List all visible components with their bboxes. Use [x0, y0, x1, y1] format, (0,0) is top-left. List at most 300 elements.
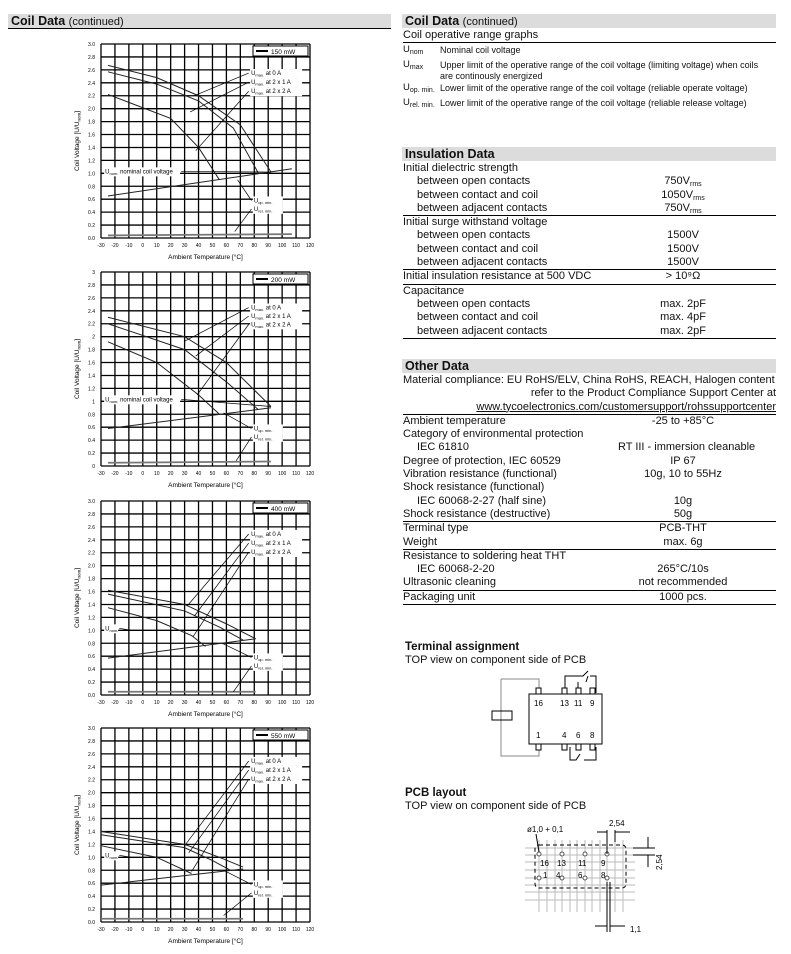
row-value: [618, 311, 748, 324]
label-symbol: U: [251, 71, 256, 78]
value-text: max. 2pF: [660, 324, 706, 337]
x-tick-label: 110: [292, 700, 301, 706]
x-tick-label: 10: [153, 700, 160, 706]
table-row: [403, 468, 776, 481]
row-value: [618, 216, 748, 229]
row-label: Ultrasonic cleaning: [403, 576, 496, 589]
x-tick-label: 50: [209, 700, 216, 706]
x-tick-label: 60: [223, 927, 230, 933]
y-tick-label: 2.8: [88, 282, 95, 289]
label-subscript: op. min.: [258, 199, 273, 205]
row-value: [618, 243, 748, 256]
offset-dimension: 1,1: [630, 925, 642, 934]
label-symbol: U: [253, 434, 259, 441]
x-tick-label: 90: [265, 471, 271, 477]
series-line-3: [108, 94, 219, 179]
table-row: [403, 229, 776, 242]
pin-label: 4: [562, 731, 567, 740]
pitch-dimension-vertical: 2,54: [655, 854, 664, 870]
value-text: 1050V: [661, 188, 694, 201]
symbol-base: U: [403, 82, 410, 93]
x-tick-label: 110: [292, 471, 301, 477]
y-tick-label: 0.6: [88, 197, 95, 204]
series-line-5: [108, 234, 292, 235]
x-tick-label: 60: [223, 700, 230, 706]
table-row: [403, 285, 776, 298]
series-label: [254, 655, 273, 662]
y-tick-label: 2.4: [88, 537, 95, 544]
pin-label: 6: [578, 871, 583, 880]
y-tick-label: 1.6: [88, 360, 95, 367]
x-tick-label: 20: [167, 471, 174, 477]
y-tick-label: 0.0: [88, 236, 95, 242]
row-label: Shock resistance (functional): [403, 481, 545, 494]
label-symbol: U: [253, 198, 259, 205]
table-row: [403, 508, 776, 521]
symbol-subscript: op. min.: [409, 87, 435, 94]
y-tick-label: 0.0: [88, 920, 95, 926]
annotation-leader: [187, 534, 248, 606]
x-tick-label: -20: [111, 243, 119, 249]
x-tick-label: -10: [125, 243, 133, 249]
label-subscript: max.: [255, 778, 265, 784]
nominal-voltage-label: [105, 626, 118, 633]
x-tick-label: 0: [141, 243, 145, 249]
table-row: [403, 243, 776, 256]
x-tick-label: 10: [153, 471, 160, 477]
y-axis-title-text: Coil Voltage [U/U: [74, 121, 81, 172]
y-tick-label: 3: [92, 270, 95, 276]
label-subscript: max.: [255, 760, 265, 766]
row-value: [618, 591, 748, 604]
x-tick-label: 120: [305, 471, 315, 477]
y-tick-label: 2.2: [88, 321, 95, 328]
section-title-suffix: (continued): [462, 16, 518, 28]
label-symbol: U: [251, 322, 256, 329]
x-tick-label: 0: [141, 471, 145, 477]
x-axis-title: Ambient Temperature [°C]: [168, 938, 243, 945]
row-label: between contact and coil: [417, 188, 539, 201]
value-unit: rms: [690, 207, 702, 215]
y-axis-title-end: ]: [74, 567, 81, 570]
y-tick-label: 0.8: [88, 641, 95, 648]
row-label: between contact and coil: [417, 311, 539, 324]
label-subscript: max.: [255, 307, 265, 313]
x-axis-title: Ambient Temperature [°C]: [168, 482, 243, 489]
table-row: [403, 256, 776, 269]
section-title: Insulation Data: [405, 147, 495, 161]
label-symbol: U: [253, 426, 259, 433]
x-tick-label: 120: [305, 243, 315, 249]
x-tick-label: 120: [305, 927, 315, 933]
label-symbol: U: [251, 80, 256, 87]
value-text: 10g, 10 to 55Hz: [644, 468, 722, 481]
row-label: IEC 60068-2-20: [417, 563, 495, 576]
table-group: [403, 591, 776, 605]
x-tick-label: 20: [167, 927, 174, 933]
annotation-leader: [224, 413, 252, 429]
table-row: [403, 298, 776, 311]
definition-row: [403, 98, 776, 111]
value-unit: rms: [690, 181, 702, 189]
table-row: [403, 522, 776, 535]
label-text: at 2 x 1 A: [264, 313, 291, 320]
row-value: [618, 285, 748, 298]
pin-label: 4: [556, 871, 561, 880]
terminal-assignment-title-block: [405, 641, 586, 666]
x-tick-label: -30: [97, 243, 105, 249]
y-tick-label: 2.8: [88, 738, 95, 745]
label-subscript: rel. min.: [258, 665, 273, 671]
label-subscript: op. min.: [258, 656, 273, 662]
y-axis-title-text: Coil Voltage [U/U: [74, 805, 81, 856]
x-tick-label: -30: [97, 927, 105, 933]
x-tick-label: 110: [292, 243, 301, 249]
nominal-voltage-label: [105, 397, 173, 404]
row-value: [618, 495, 748, 508]
x-tick-label: 50: [209, 927, 216, 933]
table-group: [403, 162, 776, 216]
y-tick-label: 0.2: [88, 223, 95, 230]
legend-label: 400 mW: [271, 506, 296, 513]
label-subscript: nom.: [109, 627, 119, 633]
table-row: [403, 270, 776, 283]
y-axis-title-text: Coil Voltage [U/U: [74, 578, 81, 629]
y-tick-label: 0.2: [88, 680, 95, 687]
label-text: at 2 x 1 A: [264, 767, 291, 774]
legend-label: 550 mW: [271, 733, 296, 740]
series-label: [251, 306, 281, 313]
label-symbol: U: [253, 655, 259, 662]
value-text: -25 to +85°C: [651, 414, 715, 427]
label-text: at 2 x 2 A: [264, 777, 291, 784]
row-label: Weight: [403, 535, 438, 548]
table-group: [403, 285, 776, 339]
insulation-header: [402, 147, 776, 161]
table-row: [403, 591, 776, 604]
section-title-suffix: (continued): [68, 16, 124, 28]
series-label: [251, 314, 291, 321]
terminal-assignment-subtitle: TOP view on component side of PCB: [405, 653, 587, 666]
label-symbol: U: [253, 890, 259, 897]
table-row: [403, 311, 776, 324]
x-tick-label: 0: [141, 927, 145, 933]
label-text: nominal coil voltage: [118, 169, 173, 176]
legend-label: 150 mW: [271, 49, 296, 56]
pin-label: 16: [534, 699, 543, 708]
pin-label: 16: [540, 859, 549, 868]
y-axis-title-end: ]: [74, 338, 81, 341]
label-text: at 0 A: [264, 531, 282, 538]
x-tick-label: 90: [265, 927, 271, 933]
series-label: [251, 532, 281, 539]
definition-text: Upper limit of the operative range of the coil voltage (limiting voltage) when coils are continously energized: [440, 60, 759, 81]
pin-label: 13: [557, 859, 566, 868]
table-row: [403, 189, 776, 202]
label-symbol: U: [105, 169, 110, 176]
annotation-leader: [238, 180, 252, 201]
symbol-base: U: [403, 44, 410, 55]
label-symbol: U: [251, 777, 256, 784]
coil-range-chart-200mw: [55, 264, 320, 496]
y-axis-title-sub: nom: [76, 340, 82, 350]
symbol-subscript: max: [409, 64, 424, 71]
x-tick-label: 20: [167, 700, 174, 706]
row-value: [618, 441, 756, 454]
x-tick-label: 110: [292, 927, 301, 933]
row-value: [618, 468, 748, 481]
label-subscript: op. min.: [258, 883, 273, 889]
label-text: at 0 A: [264, 305, 282, 312]
coil-range-chart-550mw: [55, 720, 320, 952]
series-label: [251, 71, 281, 78]
y-tick-label: 2.8: [88, 511, 95, 518]
pin-label: 8: [590, 731, 595, 740]
x-tick-label: -10: [125, 700, 133, 706]
y-tick-label: 2.2: [88, 550, 95, 557]
y-tick-label: 0.2: [88, 451, 95, 458]
table-row: [403, 325, 776, 338]
y-tick-label: 1.2: [88, 615, 95, 622]
x-tick-label: -10: [125, 927, 133, 933]
label-text: at 2 x 1 A: [264, 80, 291, 87]
table-row: [403, 175, 776, 188]
series-label: [251, 89, 291, 96]
y-tick-label: 2: [92, 334, 95, 341]
label-symbol: U: [251, 531, 256, 538]
label-symbol: U: [105, 397, 110, 404]
value-text: IP 67: [670, 454, 696, 467]
table-row: [403, 415, 776, 428]
value-text: max. 6g: [663, 535, 703, 548]
symbol-base: U: [403, 97, 410, 108]
symbol: [403, 60, 440, 81]
symbol: [403, 45, 440, 58]
label-subscript: nom.: [109, 854, 119, 860]
row-value: [618, 270, 748, 283]
series-label: [251, 768, 291, 775]
label-symbol: U: [253, 882, 259, 889]
label-symbol: U: [105, 626, 110, 633]
section-title: Coil Data: [405, 14, 460, 28]
y-tick-label: 0.8: [88, 412, 95, 419]
x-tick-label: 70: [237, 700, 244, 706]
label-symbol: U: [253, 663, 259, 670]
annotation-leader: [224, 870, 252, 884]
label-subscript: max.: [255, 769, 265, 775]
row-label: between adjacent contacts: [417, 256, 548, 269]
row-label: Category of environmental protection: [403, 428, 584, 441]
pitch-dimension-horizontal: 2,54: [609, 819, 625, 828]
section-title: Other Data: [405, 359, 469, 373]
left-section-header: [8, 14, 391, 29]
x-axis-title: Ambient Temperature [°C]: [168, 254, 243, 261]
y-tick-label: 0.4: [88, 894, 95, 901]
y-tick-label: 2.6: [88, 295, 95, 302]
pin-label: 8: [601, 871, 606, 880]
label-text: at 0 A: [264, 71, 282, 78]
value-text: 265°C/10s: [657, 563, 709, 576]
y-tick-label: 0.6: [88, 881, 95, 888]
x-tick-label: -20: [111, 471, 119, 477]
y-tick-label: 2.6: [88, 67, 95, 74]
x-tick-label: 60: [223, 471, 230, 477]
table-row: [403, 441, 776, 454]
x-tick-label: 30: [181, 471, 188, 477]
x-tick-label: 10: [153, 927, 160, 933]
row-label: between open contacts: [417, 175, 531, 188]
label-symbol: U: [251, 313, 256, 320]
y-tick-label: 1.6: [88, 589, 95, 596]
compliance-link[interactable]: www.tycoelectronics.com/customersupport/rohssupportcenter: [476, 400, 776, 413]
pin-label: 9: [601, 859, 606, 868]
label-symbol: U: [251, 305, 256, 312]
nominal-voltage-label: [105, 169, 173, 176]
label-subscript: rel. min.: [258, 436, 273, 442]
label-text: at 0 A: [264, 758, 282, 765]
right-section-header: [402, 14, 776, 28]
value-text: 750V: [664, 201, 691, 214]
value-text: not recommended: [638, 576, 728, 589]
table-group: [403, 522, 776, 550]
compliance-text: Material compliance: EU RoHS/ELV, China RoHS, REACH, Halogen content: [403, 374, 775, 386]
y-tick-label: 1.8: [88, 803, 95, 810]
label-text: nominal coil voltage: [118, 397, 173, 404]
x-tick-label: 100: [277, 243, 287, 249]
y-axis-title: [74, 795, 82, 855]
pcb-layout-subtitle: TOP view on component side of PCB: [405, 799, 587, 812]
subsection-title: Coil operative range graphs: [403, 29, 776, 43]
row-value: [618, 202, 748, 215]
definition-row: [403, 45, 776, 58]
y-tick-label: 2.0: [88, 106, 95, 113]
y-tick-label: 2.4: [88, 308, 95, 315]
y-tick-label: 0.0: [88, 693, 95, 699]
hole-dimension: ø1,0 + 0,1: [527, 825, 564, 834]
y-tick-label: 1.4: [88, 602, 95, 609]
x-tick-label: 60: [223, 243, 230, 249]
y-tick-label: 1.2: [88, 386, 95, 393]
x-tick-label: 50: [209, 243, 216, 249]
row-value: [618, 415, 748, 428]
x-tick-label: 100: [277, 700, 287, 706]
row-label: Initial insulation resistance at 500 VDC: [403, 270, 592, 283]
x-tick-label: 80: [251, 700, 258, 706]
x-tick-label: 90: [265, 243, 271, 249]
row-label: Packaging unit: [403, 590, 476, 603]
y-tick-label: 2.6: [88, 751, 95, 758]
x-tick-label: 70: [237, 927, 244, 933]
y-tick-label: 0.6: [88, 654, 95, 661]
x-tick-label: -20: [111, 927, 119, 933]
label-subscript: max.: [255, 90, 265, 96]
pcb-layout-diagram: [515, 812, 675, 937]
pin-label: 13: [560, 699, 569, 708]
label-symbol: U: [253, 206, 259, 213]
definition-row: [403, 60, 776, 81]
row-label: between contact and coil: [417, 242, 539, 255]
x-tick-label: 80: [251, 927, 258, 933]
label-subscript: rel. min.: [258, 892, 273, 898]
label-subscript: op. min.: [258, 427, 273, 433]
row-value: [618, 162, 748, 175]
table-row: [403, 481, 776, 494]
table-group: [403, 550, 776, 591]
x-tick-label: 90: [265, 700, 271, 706]
row-value: [618, 536, 748, 549]
series-label: [251, 541, 291, 548]
series-label: [251, 322, 291, 329]
row-value: [618, 455, 748, 468]
series-label: [254, 435, 273, 442]
label-text: at 2 x 2 A: [264, 322, 291, 329]
series-label: [251, 777, 291, 784]
label-symbol: U: [105, 853, 110, 860]
y-tick-label: 3.0: [88, 499, 95, 505]
series-label: [251, 550, 291, 557]
table-row: [403, 428, 776, 441]
table-row: [403, 495, 776, 508]
series-label: [254, 198, 273, 205]
series-label: [254, 891, 273, 898]
row-label: IEC 60068-2-27 (half sine): [417, 494, 547, 507]
other-data-table: [403, 374, 776, 605]
y-tick-label: 0.8: [88, 184, 95, 191]
coil-range-chart-400mw: [55, 493, 320, 725]
row-label: Ambient temperature: [403, 414, 506, 427]
y-tick-label: 0.2: [88, 907, 95, 914]
row-value: [618, 550, 748, 563]
series-line-5: [108, 461, 271, 462]
y-tick-label: 0.4: [88, 438, 95, 445]
row-value: [618, 229, 748, 242]
x-tick-label: 50: [209, 471, 216, 477]
insulation-table: [403, 162, 776, 339]
x-tick-label: 0: [141, 700, 145, 706]
x-tick-label: 100: [277, 471, 287, 477]
y-tick-label: 2.2: [88, 93, 95, 100]
x-tick-label: -20: [111, 700, 119, 706]
definition-text: Lower limit of the operative range of the coil voltage (reliable release voltage): [440, 98, 747, 108]
x-tick-label: 80: [251, 471, 258, 477]
value-text: 1500V: [667, 229, 699, 242]
pcb-layout-title: PCB layout: [405, 787, 467, 799]
section-title: Coil Data: [11, 14, 66, 28]
definition-row: [403, 83, 776, 96]
row-value: [618, 563, 748, 576]
row-value: [618, 508, 748, 521]
compliance-text: refer to the Product Compliance Support Center at: [530, 387, 776, 400]
y-tick-label: 1.0: [88, 628, 95, 635]
x-tick-label: 80: [251, 243, 258, 249]
y-tick-label: 1.2: [88, 842, 95, 849]
y-tick-label: 1.4: [88, 145, 95, 152]
y-tick-label: 2.4: [88, 80, 95, 87]
row-value: [618, 256, 748, 269]
y-tick-label: 1.0: [88, 171, 95, 178]
value-text: 1000 pcs.: [659, 590, 707, 603]
value-text: 1500V: [667, 242, 699, 255]
row-label: Initial surge withstand voltage: [403, 216, 548, 229]
value-text: 10g: [673, 494, 693, 507]
row-value: [618, 522, 748, 535]
row-label: IEC 61810: [417, 441, 469, 454]
label-subscript: rel. min.: [258, 208, 273, 214]
row-label: Capacitance: [403, 284, 465, 297]
symbol: [403, 83, 440, 96]
y-tick-label: 1.0: [88, 855, 95, 862]
y-tick-label: 1.6: [88, 132, 95, 139]
